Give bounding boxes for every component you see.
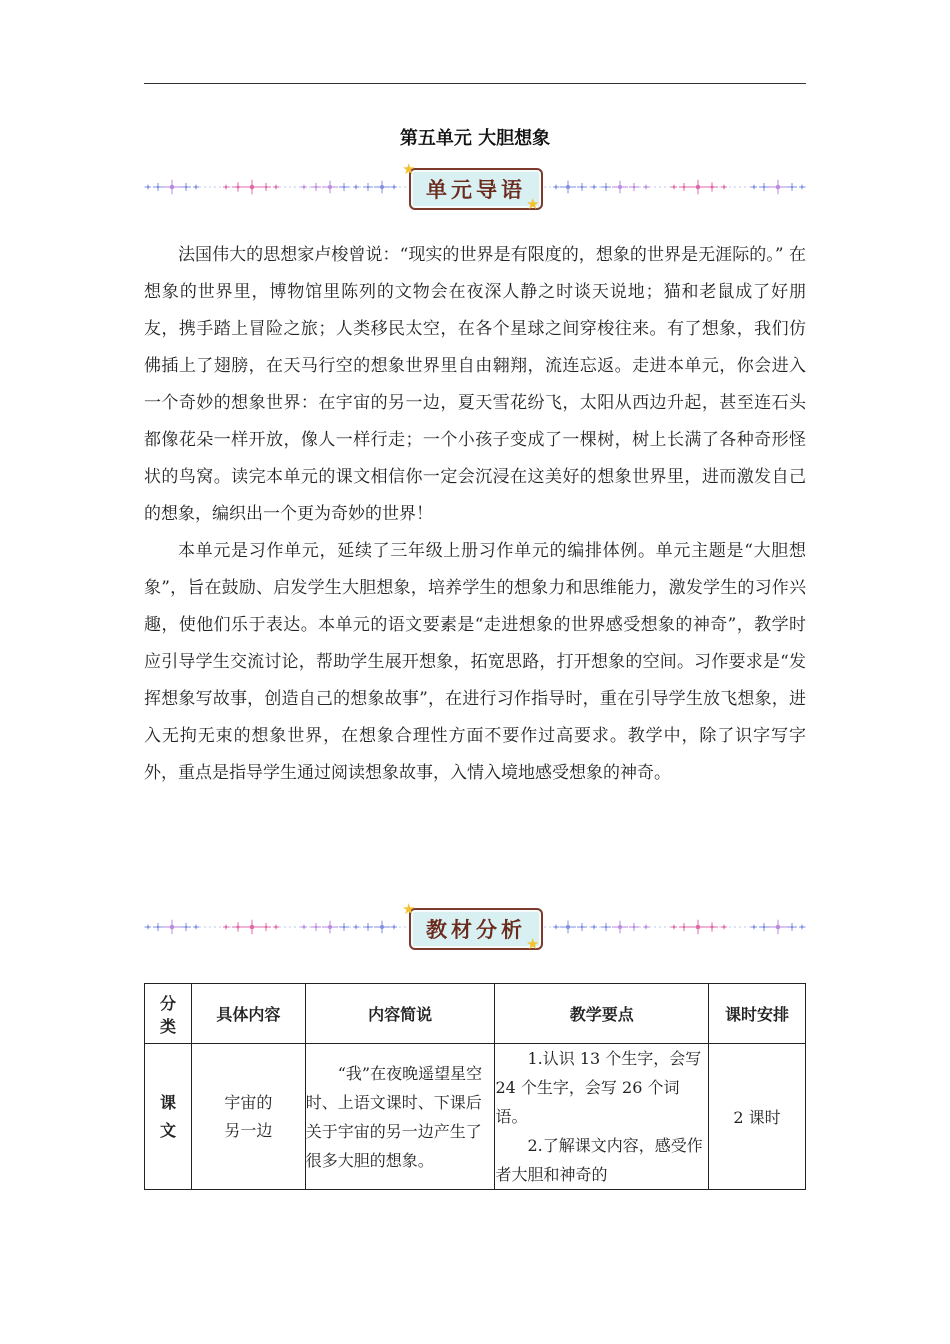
header-points: 教学要点 (495, 984, 709, 1044)
unit-intro (144, 237, 806, 792)
intro-paragraph: 本单元是习作单元，延续了三年级上册习作单元的编排体例。单元主题是“大胆想象”，旨在鼓励、启发学生大胆想象，培养学生的想象力和思维能力，激发学生的习作兴趣，使他们乐于表达。本单元的语文要素是“走进想象的世界感受想象的神奇”，教学时应引导学生交流讨论，帮助学生展开想象，拓宽思路，打开想象的空间。习作要求是“发挥想象写故事，创造自己的想象故事”，在进行习作指导时，重在引导学生放飞想象，进入无拘无束的想象世界，在想象合理性方面不要作过高要求。教学中，除了识字写字外，重点是指导学生通过阅读想象故事，入情入境地感受想象的神奇。 (144, 541, 806, 783)
point-item: 2.了解课文内容，感受作者大胆和神奇的 (495, 1136, 703, 1184)
header-category: 分 类 (145, 984, 192, 1044)
analysis-badge (409, 908, 543, 953)
analysis-banner (144, 900, 806, 958)
header-summary: 内容简说 (305, 984, 495, 1044)
star-icon: ★ (526, 195, 540, 213)
unit-guide-badge (409, 168, 543, 213)
point-item: 1.认识 13 个生字，会写 24 个生字，会写 26 个词语。 (495, 1049, 702, 1126)
row-title: 宇宙的 另一边 (191, 1044, 305, 1190)
intro-paragraph: 法国伟大的思想家卢梭曾说：“现实的世界是有限度的，想象的世界是无涯际的。” 在想象的世界里，博物馆里陈列的文物会在夜深人静之时谈天说地；猫和老鼠成了好朋友，携手踏上冒险之旅；人类移民太空，在各个星球之间穿梭往来。有了想象，我们仿佛插上了翅膀，在天马行空的想象世界里自由翱翔，流连忘返。走进本单元，你会进入一个奇妙的想象世界：在宇宙的另一边，夏天雪花纷飞，太阳从西边升起，甚至连石头都像花朵一样开放，像人一样行走；一个小孩子变成了一棵树，树上长满了各种奇形怪状的鸟窝。读完本单元的课文相信你一定会沉浸在这美好的想象世界里，进而激发自己的想象，编织出一个更为奇妙的世界！ (144, 245, 806, 524)
row-category: 课 文 (145, 1044, 192, 1190)
header-hours: 课时安排 (709, 984, 806, 1044)
table-header-row (145, 984, 806, 1044)
header-rule (144, 83, 806, 84)
row-points (495, 1044, 709, 1190)
analysis-label: 教材分析 (426, 917, 526, 942)
table-row (145, 1044, 806, 1190)
unit-guide-label: 单元导语 (426, 177, 526, 202)
unit-guide-banner (144, 160, 806, 218)
star-icon: ★ (526, 935, 540, 953)
row-hours: 2 课时 (709, 1044, 806, 1190)
star-icon: ★ (402, 900, 416, 918)
header-content: 具体内容 (191, 984, 305, 1044)
star-icon: ★ (402, 160, 416, 178)
row-summary: “我”在夜晚遥望星空时、上语文课时、下课后关于宇宙的另一边产生了很多大胆的想象。 (305, 1044, 495, 1190)
analysis-table (144, 983, 806, 1190)
page-title: 第五单元 大胆想象 (399, 128, 551, 149)
